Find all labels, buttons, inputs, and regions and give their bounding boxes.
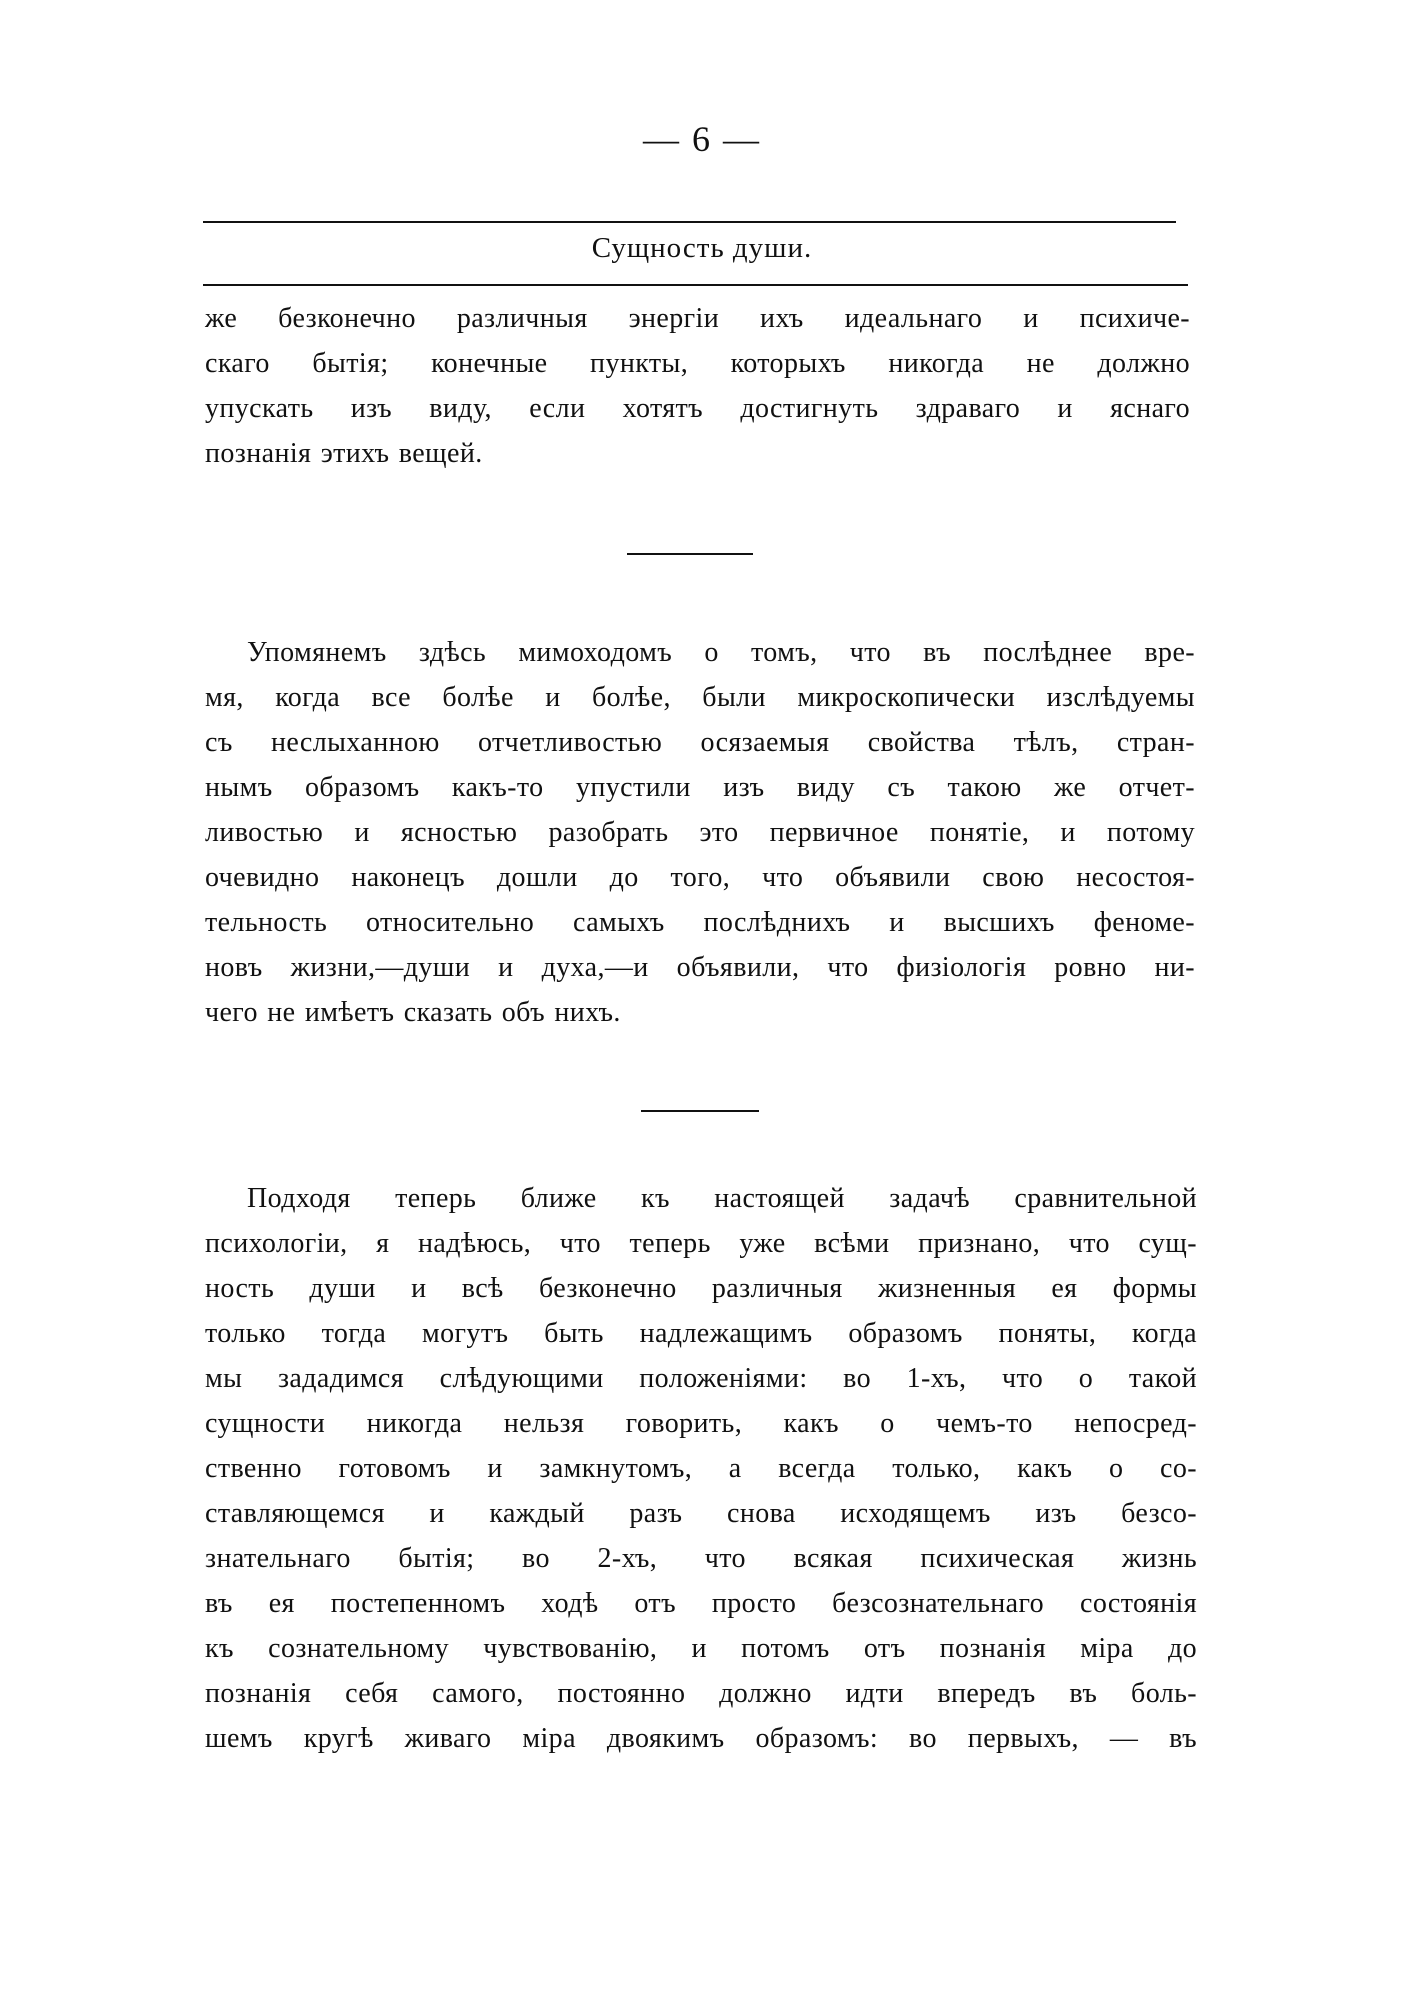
paragraph-1 (205, 296, 1190, 476)
text-line: ливостью и ясностью разобрать это первичное понятіе, и потому (205, 817, 1195, 848)
text-line: нымъ образомъ какъ-то упустили изъ виду съ такою же отчет- (205, 772, 1195, 803)
paragraph-2 (205, 630, 1195, 1035)
paragraph-3 (205, 1176, 1197, 1761)
text-line: сущности никогда нельзя говорить, какъ о чемъ-то непосред- (205, 1408, 1197, 1439)
text-line: знательнаго бытія; во 2-хъ, что всякая психическая жизнь (205, 1543, 1197, 1574)
text-line: Упомянемъ здѣсь мимоходомъ о томъ, что въ послѣднее вре- (247, 637, 1195, 668)
text-line: шемъ кругѣ живаго міра двоякимъ образомъ: во первыхъ, — въ (205, 1723, 1197, 1754)
text-line: очевидно наконецъ дошли до того, что объявили свою несостоя- (205, 862, 1195, 893)
text-line: съ неслыханною отчетливостью осязаемыя свойства тѣлъ, стран- (205, 727, 1195, 758)
text-line: ственно готовомъ и замкнутомъ, а всегда только, какъ о со- (205, 1453, 1197, 1484)
text-line: упускать изъ виду, если хотятъ достигнуть здраваго и яснаго (205, 393, 1190, 424)
running-title: Сущность души. (591, 232, 813, 264)
text-line: ставляющемся и каждый разъ снова исходящемъ изъ безсо- (205, 1498, 1197, 1529)
text-line: ность души и всѣ безконечно различныя жизненныя ея формы (205, 1273, 1197, 1304)
text-line: Подходя теперь ближе къ настоящей задачѣ сравнительной (247, 1183, 1197, 1214)
text-line: только тогда могутъ быть надлежащимъ образомъ поняты, когда (205, 1318, 1197, 1349)
header-top-rule (203, 221, 1176, 223)
text-line: мя, когда все болѣе и болѣе, были микроскопически изслѣдуемы (205, 682, 1195, 713)
text-line: познанія себя самого, постоянно должно идти впередъ въ боль- (205, 1678, 1197, 1709)
text-line: мы зададимся слѣдующими положеніями: во 1-хъ, что о такой (205, 1363, 1197, 1394)
text-line: новъ жизни,—души и духа,—и объявили, что физіологія ровно ни- (205, 952, 1195, 983)
text-line: въ ея постепенномъ ходѣ отъ просто безсознательнаго состоянія (205, 1588, 1197, 1619)
header-bottom-rule (203, 284, 1188, 286)
text-line: психологіи, я надѣюсь, что теперь уже всѣми признано, что сущ- (205, 1228, 1197, 1259)
text-line: познанія этихъ вещей. (205, 438, 483, 469)
text-line: скаго бытія; конечные пункты, которыхъ никогда не должно (205, 348, 1190, 379)
text-line: же безконечно различныя энергіи ихъ идеальнаго и психиче- (205, 303, 1190, 334)
text-line: чего не имѣетъ сказать объ нихъ. (205, 997, 621, 1028)
section-separator (627, 553, 753, 555)
section-separator (641, 1110, 759, 1112)
text-line: къ сознательному чувствованію, и потомъ отъ познанія міра до (205, 1633, 1197, 1664)
text-line: тельность относительно самыхъ послѣднихъ и высшихъ феноме- (205, 907, 1195, 938)
page-number: — 6 — (643, 119, 761, 159)
